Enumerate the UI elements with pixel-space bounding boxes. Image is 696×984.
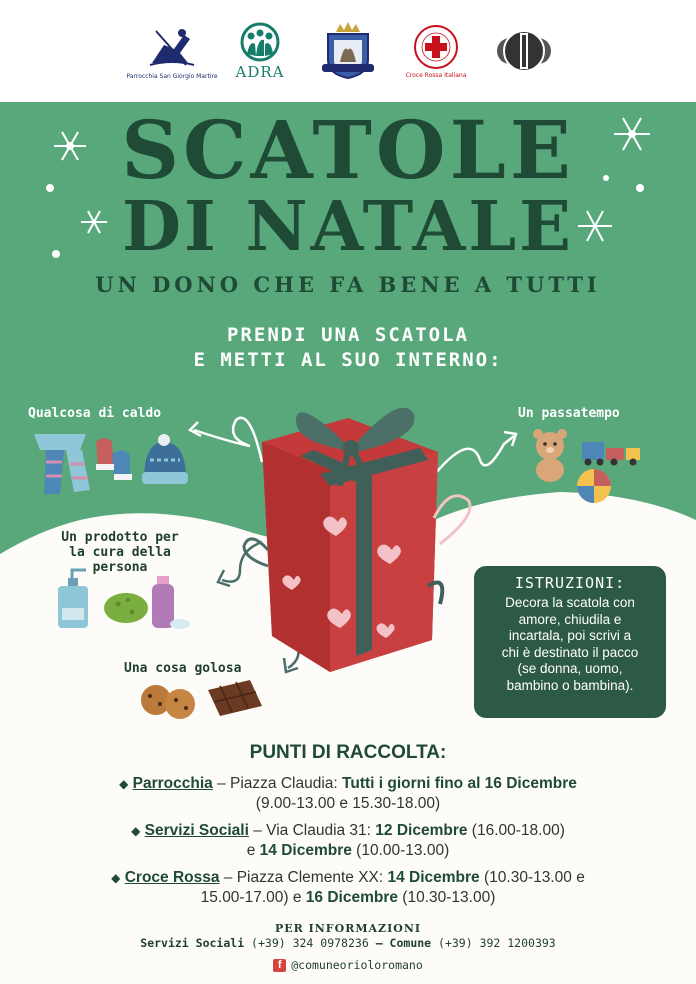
collection-point-croce-rossa — [40, 868, 656, 908]
info-title: PER INFORMAZIONI — [274, 922, 422, 935]
social-handle[interactable]: @comuneorioloromano — [291, 958, 423, 972]
location-place: – Piazza Clemente XX: — [219, 869, 388, 886]
location-date: 16 Dicembre — [305, 889, 398, 906]
collection-points-title: PUNTI DI RACCOLTA: — [249, 742, 447, 763]
location-place: – Via Claudia 31: — [248, 822, 376, 839]
mittens-icon — [96, 438, 132, 480]
info-contacts — [0, 936, 696, 950]
instructions-line: Decora la scatola con — [505, 595, 635, 610]
cookies-icon — [141, 685, 195, 719]
location-date: 14 Dicembre — [259, 842, 352, 859]
winter-hat-icon — [142, 434, 188, 484]
instructions-panel-title: ISTRUZIONI: — [514, 574, 626, 592]
instructions-panel — [474, 566, 666, 718]
location-hours: (9.00-13.00 e 15.30-18.00) — [255, 795, 441, 812]
phone-number[interactable]: (+39) 392 1200393 — [431, 936, 556, 950]
label-care-line2: la cura della — [69, 545, 171, 560]
gift-box-icon — [244, 408, 470, 672]
diamond-bullet-icon: ◆ — [131, 824, 141, 838]
label-care-line3: persona — [92, 560, 148, 575]
instructions-heading-line1: PRENDI UNA SCATOLA — [227, 324, 469, 346]
instructions-line: bambino o bambina). — [506, 677, 634, 693]
leo-club-logo — [493, 16, 555, 86]
instructions-heading-line2: E METTI AL SUO INTERNO: — [193, 349, 503, 371]
label-care-line1: Un prodotto per — [61, 530, 179, 545]
instructions-line: incartala, poi scrivi a — [508, 628, 632, 643]
label-warm: Qualcosa di caldo — [28, 406, 162, 421]
parish-saint-george-logo — [126, 16, 218, 86]
location-hours: (10.00-13.00) — [351, 842, 450, 859]
phone-number[interactable]: (+39) 324 0978236 — [244, 936, 376, 950]
logos-bar — [0, 0, 696, 102]
shampoo-bottle-icon — [152, 576, 190, 629]
municipal-crest-logo — [317, 16, 379, 86]
location-name-link[interactable]: Servizi Sociali — [144, 822, 249, 839]
label-hobby: Un passatempo — [518, 406, 620, 421]
instructions-heading — [0, 323, 696, 373]
location-hours: (10.30-13.00) — [397, 889, 496, 906]
facebook-icon[interactable]: f — [273, 959, 286, 972]
subtitle: UN DONO CHE FA BENE A TUTTI — [95, 272, 601, 297]
social-handle-row — [0, 958, 696, 972]
location-place: – Piazza Claudia: — [212, 775, 343, 792]
label-sweet: Una cosa golosa — [124, 661, 242, 676]
sponge-icon — [104, 593, 148, 623]
diamond-bullet-icon: ◆ — [119, 777, 129, 791]
instructions-line: chi è destinato il pacco — [501, 644, 639, 660]
beach-ball-icon — [577, 469, 611, 503]
teddy-bear-icon — [533, 429, 567, 482]
main-title-line2: DI NATALE — [122, 187, 574, 267]
soap-dispenser-icon — [58, 570, 88, 628]
instructions-line: (se donna, uomo, — [517, 661, 623, 676]
location-hours: (16.00-18.00) — [467, 822, 565, 839]
toy-train-icon — [582, 442, 640, 466]
instructions-line: amore, chiudila e — [518, 611, 622, 627]
contact-label: Comune — [389, 936, 432, 950]
separator: – — [375, 936, 390, 950]
location-hours: (10.30-13.00 e — [479, 869, 585, 886]
red-cross-logo-caption: Croce Rossa Italiana — [405, 71, 467, 79]
location-date: Tutti i giorni fino al 16 Dicembre — [342, 775, 577, 792]
conjunction: e — [246, 842, 260, 859]
main-title-line1: SCATOLE — [121, 103, 575, 197]
instructions-panel-body — [482, 595, 658, 694]
location-date: 14 Dicembre — [387, 869, 480, 886]
location-date: 12 Dicembre — [375, 822, 468, 839]
adra-logo — [229, 16, 291, 86]
location-hours: 15.00-17.00) e — [200, 889, 306, 906]
collection-point-parrocchia — [40, 774, 656, 814]
contact-label: Servizi Sociali — [140, 936, 245, 950]
red-cross-logo — [405, 16, 467, 86]
diamond-bullet-icon: ◆ — [111, 871, 121, 885]
parish-logo-caption: Parrocchia San Giorgio Martire — [126, 72, 218, 80]
chocolate-bar-icon — [208, 680, 262, 716]
scarf-icon — [34, 434, 90, 494]
collection-point-servizi — [40, 821, 656, 861]
location-name-link[interactable]: Croce Rossa — [124, 869, 220, 886]
location-name-link[interactable]: Parrocchia — [132, 775, 213, 792]
adra-logo-caption: ADRA — [235, 62, 285, 81]
